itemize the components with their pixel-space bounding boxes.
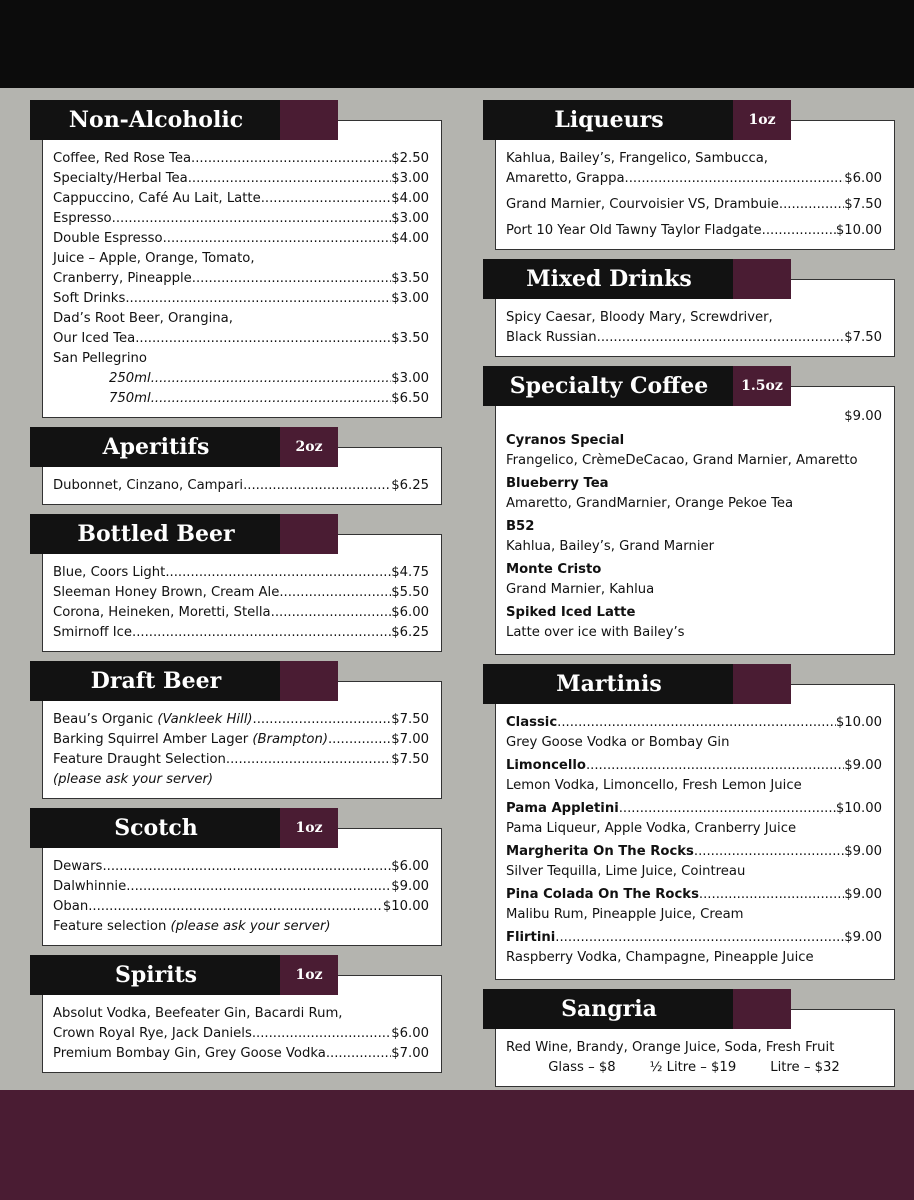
menu-item: Feature Draught Selection ..... $7.50 [53, 750, 429, 770]
menu-item: Crown Royal Rye, Jack Daniels ..... $6.00 [53, 1024, 429, 1044]
section-specialty-coffee [483, 366, 895, 655]
size-options [506, 1058, 882, 1078]
menu-item: Double Espresso ..... $4.00 [53, 229, 429, 249]
list-item: Pama Appletini ..... $10.00 Pama Liqueur, Apple Vodka, Cranberry Juice [506, 799, 882, 839]
menu-item: Sleeman Honey Brown, Cream Ale ..... $5.50 [53, 583, 429, 603]
list-item: Pina Colada On The Rocks ..... $9.00 Malibu Rum, Pineapple Juice, Cream [506, 885, 882, 925]
section-body [495, 386, 895, 655]
section-title: Mixed Drinks [483, 259, 735, 299]
list-item: Limoncello ..... $9.00 Lemon Vodka, Limoncello, Fresh Lemon Juice [506, 756, 882, 796]
menu-item: Our Iced Tea ..... $3.50 [53, 329, 429, 349]
menu-item: Beau’s Organic (Vankleek Hill) ..... $7.50 [53, 710, 429, 730]
section-accent [280, 514, 338, 554]
menu-note: Feature selection (please ask your server) [53, 919, 331, 934]
menu-item: Oban ..... $10.00 [53, 897, 429, 917]
menu-item: Black Russian ..... $7.50 [506, 328, 882, 348]
menu-note: (please ask your server) [53, 772, 214, 787]
section-bottled-beer [30, 514, 442, 652]
section-title: Draft Beer [30, 661, 282, 701]
list-item: B52 Kahlua, Bailey’s, Grand Marnier [506, 519, 715, 554]
section-title: Aperitifs [30, 427, 282, 467]
menu-item: Amaretto, Grappa ..... $6.00 [506, 169, 882, 189]
menu-item-line: San Pellegrino [53, 351, 147, 366]
section-aperitifs [30, 427, 442, 505]
section-title: Bottled Beer [30, 514, 282, 554]
menu-item: Specialty/Herbal Tea ..... $3.00 [53, 169, 429, 189]
section-martinis [483, 664, 895, 980]
menu-item: Premium Bombay Gin, Grey Goose Vodka ..... $7.00 [53, 1044, 429, 1064]
menu-item: Coffee, Red Rose Tea ..... $2.50 [53, 149, 429, 169]
section-accent [733, 259, 791, 299]
section-body [42, 120, 442, 418]
menu-item: Espresso ..... $3.00 [53, 209, 429, 229]
menu-item: Corona, Heineken, Moretti, Stella ..... $6.00 [53, 603, 429, 623]
section-body [495, 684, 895, 980]
size-glass: Glass – $8 [548, 1060, 616, 1075]
section-accent [280, 661, 338, 701]
section-accent [733, 989, 791, 1029]
section-scotch [30, 808, 442, 946]
section-size: 1.5oz [733, 366, 791, 406]
menu-item: Barking Squirrel Amber Lager (Brampton) ..... $7.00 [53, 730, 429, 750]
menu-item: Blue, Coors Light ..... $4.75 [53, 563, 429, 583]
menu-item-line: Spicy Caesar, Bloody Mary, Screwdriver, [506, 310, 773, 325]
section-sangria [483, 989, 895, 1087]
section-non-alcoholic [30, 100, 442, 418]
list-item: Spiked Iced Latte Latte over ice with Bailey’s [506, 605, 685, 640]
section-price: $9.00 [844, 409, 882, 424]
menu-item: Port 10 Year Old Tawny Taylor Fladgate ..... $10.00 [506, 221, 882, 241]
section-accent [733, 664, 791, 704]
section-mixed-drinks [483, 259, 895, 357]
menu-item-line: Juice – Apple, Orange, Tomato, [53, 251, 255, 266]
section-title: Scotch [30, 808, 282, 848]
section-draft-beer [30, 661, 442, 799]
left-column [30, 100, 442, 1082]
menu-item-line: Red Wine, Brandy, Orange Juice, Soda, Fresh Fruit [506, 1040, 835, 1055]
menu-item: 250ml ..... $3.00 [53, 369, 429, 389]
section-title: Non-Alcoholic [30, 100, 282, 140]
menu-item: Dubonnet, Cinzano, Campari ..... $6.25 [53, 476, 429, 496]
section-liqueurs [483, 100, 895, 250]
list-item: Flirtini ..... $9.00 Raspberry Vodka, Champagne, Pineapple Juice [506, 928, 882, 968]
menu-item-line: Kahlua, Bailey’s, Frangelico, Sambucca, [506, 151, 768, 166]
list-item: Monte Cristo Grand Marnier, Kahlua [506, 562, 655, 597]
menu-item: Dewars ..... $6.00 [53, 857, 429, 877]
section-title: Martinis [483, 664, 735, 704]
menu-item: Smirnoff Ice ..... $6.25 [53, 623, 429, 643]
section-title: Liqueurs [483, 100, 735, 140]
menu-item-line: Dad’s Root Beer, Orangina, [53, 311, 233, 326]
section-title: Spirits [30, 955, 282, 995]
list-item: Margherita On The Rocks ..... $9.00 Silver Tequilla, Lime Juice, Cointreau [506, 842, 882, 882]
section-accent [280, 100, 338, 140]
section-size: 1oz [733, 100, 791, 140]
list-item: Blueberry Tea Amaretto, GrandMarnier, Orange Pekoe Tea [506, 476, 794, 511]
size-half-litre: ½ Litre – $19 [649, 1060, 737, 1075]
menu-item: Cappuccino, Café Au Lait, Latte ..... $4.00 [53, 189, 429, 209]
bottom-band [0, 1090, 914, 1200]
menu-item: 750ml ..... $6.50 [53, 389, 429, 409]
size-litre: Litre – $32 [770, 1060, 840, 1075]
top-band [0, 0, 914, 88]
menu-item-line: Absolut Vodka, Beefeater Gin, Bacardi Rum, [53, 1006, 343, 1021]
section-size: 1oz [280, 808, 338, 848]
list-item: Classic ..... $10.00 Grey Goose Vodka or Bombay Gin [506, 713, 882, 753]
section-size: 1oz [280, 955, 338, 995]
section-size: 2oz [280, 427, 338, 467]
menu-item: Cranberry, Pineapple ..... $3.50 [53, 269, 429, 289]
menu-item: Dalwhinnie ..... $9.00 [53, 877, 429, 897]
section-spirits [30, 955, 442, 1073]
list-item: Cyranos Special Frangelico, CrèmeDeCacao, Grand Marnier, Amaretto [506, 433, 858, 468]
menu-item: Soft Drinks ..... $3.00 [53, 289, 429, 309]
section-title: Sangria [483, 989, 735, 1029]
menu-item: Grand Marnier, Courvoisier VS, Drambuie ..... $7.50 [506, 195, 882, 215]
right-column [483, 100, 895, 1096]
section-title: Specialty Coffee [483, 366, 735, 406]
